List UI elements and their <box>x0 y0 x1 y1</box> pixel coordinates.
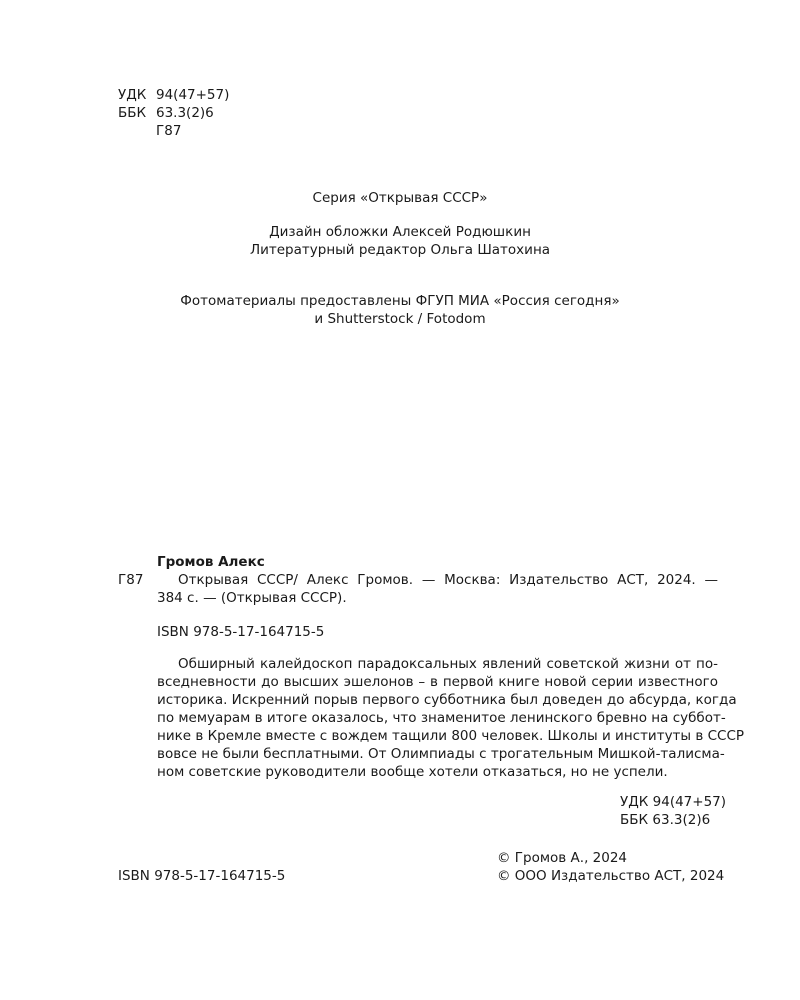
record-description-line-1: Открывая СССР/ Алекс Громов. — Москва: Издательство АСТ, 2024. — <box>178 572 718 588</box>
udk-value: 94(47+57) <box>156 87 230 103</box>
record-author: Громов Алекс <box>157 554 265 570</box>
isbn-bottom: ISBN 978-5-17-164715-5 <box>118 868 286 884</box>
bbk-code-right: ББК 63.3(2)6 <box>620 812 711 828</box>
annotation-line: вседневности до высших эшелонов – в первой книге новой серии известного <box>157 674 718 690</box>
annotation-line: нике в Кремле вместе с вождем тащили 800 человек. Школы и институты в СССР <box>157 728 745 744</box>
class-codes-right <box>620 793 726 829</box>
series-line: Серия «Открывая СССР» <box>312 190 488 206</box>
photos-line-2: и Shutterstock / Fotodom <box>314 311 486 327</box>
photos-line-1: Фотоматериалы предоставлены ФГУП МИА «Россия сегодня» <box>180 293 620 309</box>
copyright-block <box>497 849 724 885</box>
cover-design-line: Дизайн обложки Алексей Родюшкин <box>269 224 531 240</box>
author-mark-row <box>118 122 229 140</box>
author-mark: Г87 <box>156 123 182 139</box>
udk-code-right: УДК 94(47+57) <box>620 794 727 810</box>
record-description-line-2: 384 с. — (Открывая СССР). <box>157 590 347 606</box>
bbk-row <box>118 104 229 122</box>
annotation-paragraph <box>157 655 745 781</box>
annotation-line: историка. Искренний порыв первого субботника был доведен до абсурда, когда <box>157 692 737 708</box>
annotation-line: вовсе не были бесплатными. От Олимпиады с трогательным Мишкой-талисма- <box>157 746 725 762</box>
record-isbn: ISBN 978-5-17-164715-5 <box>157 624 325 640</box>
editor-line: Литературный редактор Ольга Шатохина <box>249 242 551 258</box>
annotation-line: по мемуарам в итоге оказалось, что знаменитое ленинского бревно на суббот- <box>157 710 726 726</box>
udk-row <box>118 86 229 104</box>
bbk-value: 63.3(2)6 <box>156 105 214 121</box>
bbk-label: ББК <box>118 105 147 121</box>
copyright-publisher: © ООО Издательство АСТ, 2024 <box>497 868 725 884</box>
record-code: Г87 <box>118 572 144 588</box>
copyright-author: © Громов А., 2024 <box>497 850 628 866</box>
udk-label: УДК <box>118 87 147 103</box>
annotation-line: ном советские руководители вообще хотели отказаться, но не успели. <box>157 764 668 780</box>
annotation-line: Обширный калейдоскоп парадоксальных явлений советской жизни от по- <box>178 656 718 672</box>
classification-block <box>118 86 229 140</box>
